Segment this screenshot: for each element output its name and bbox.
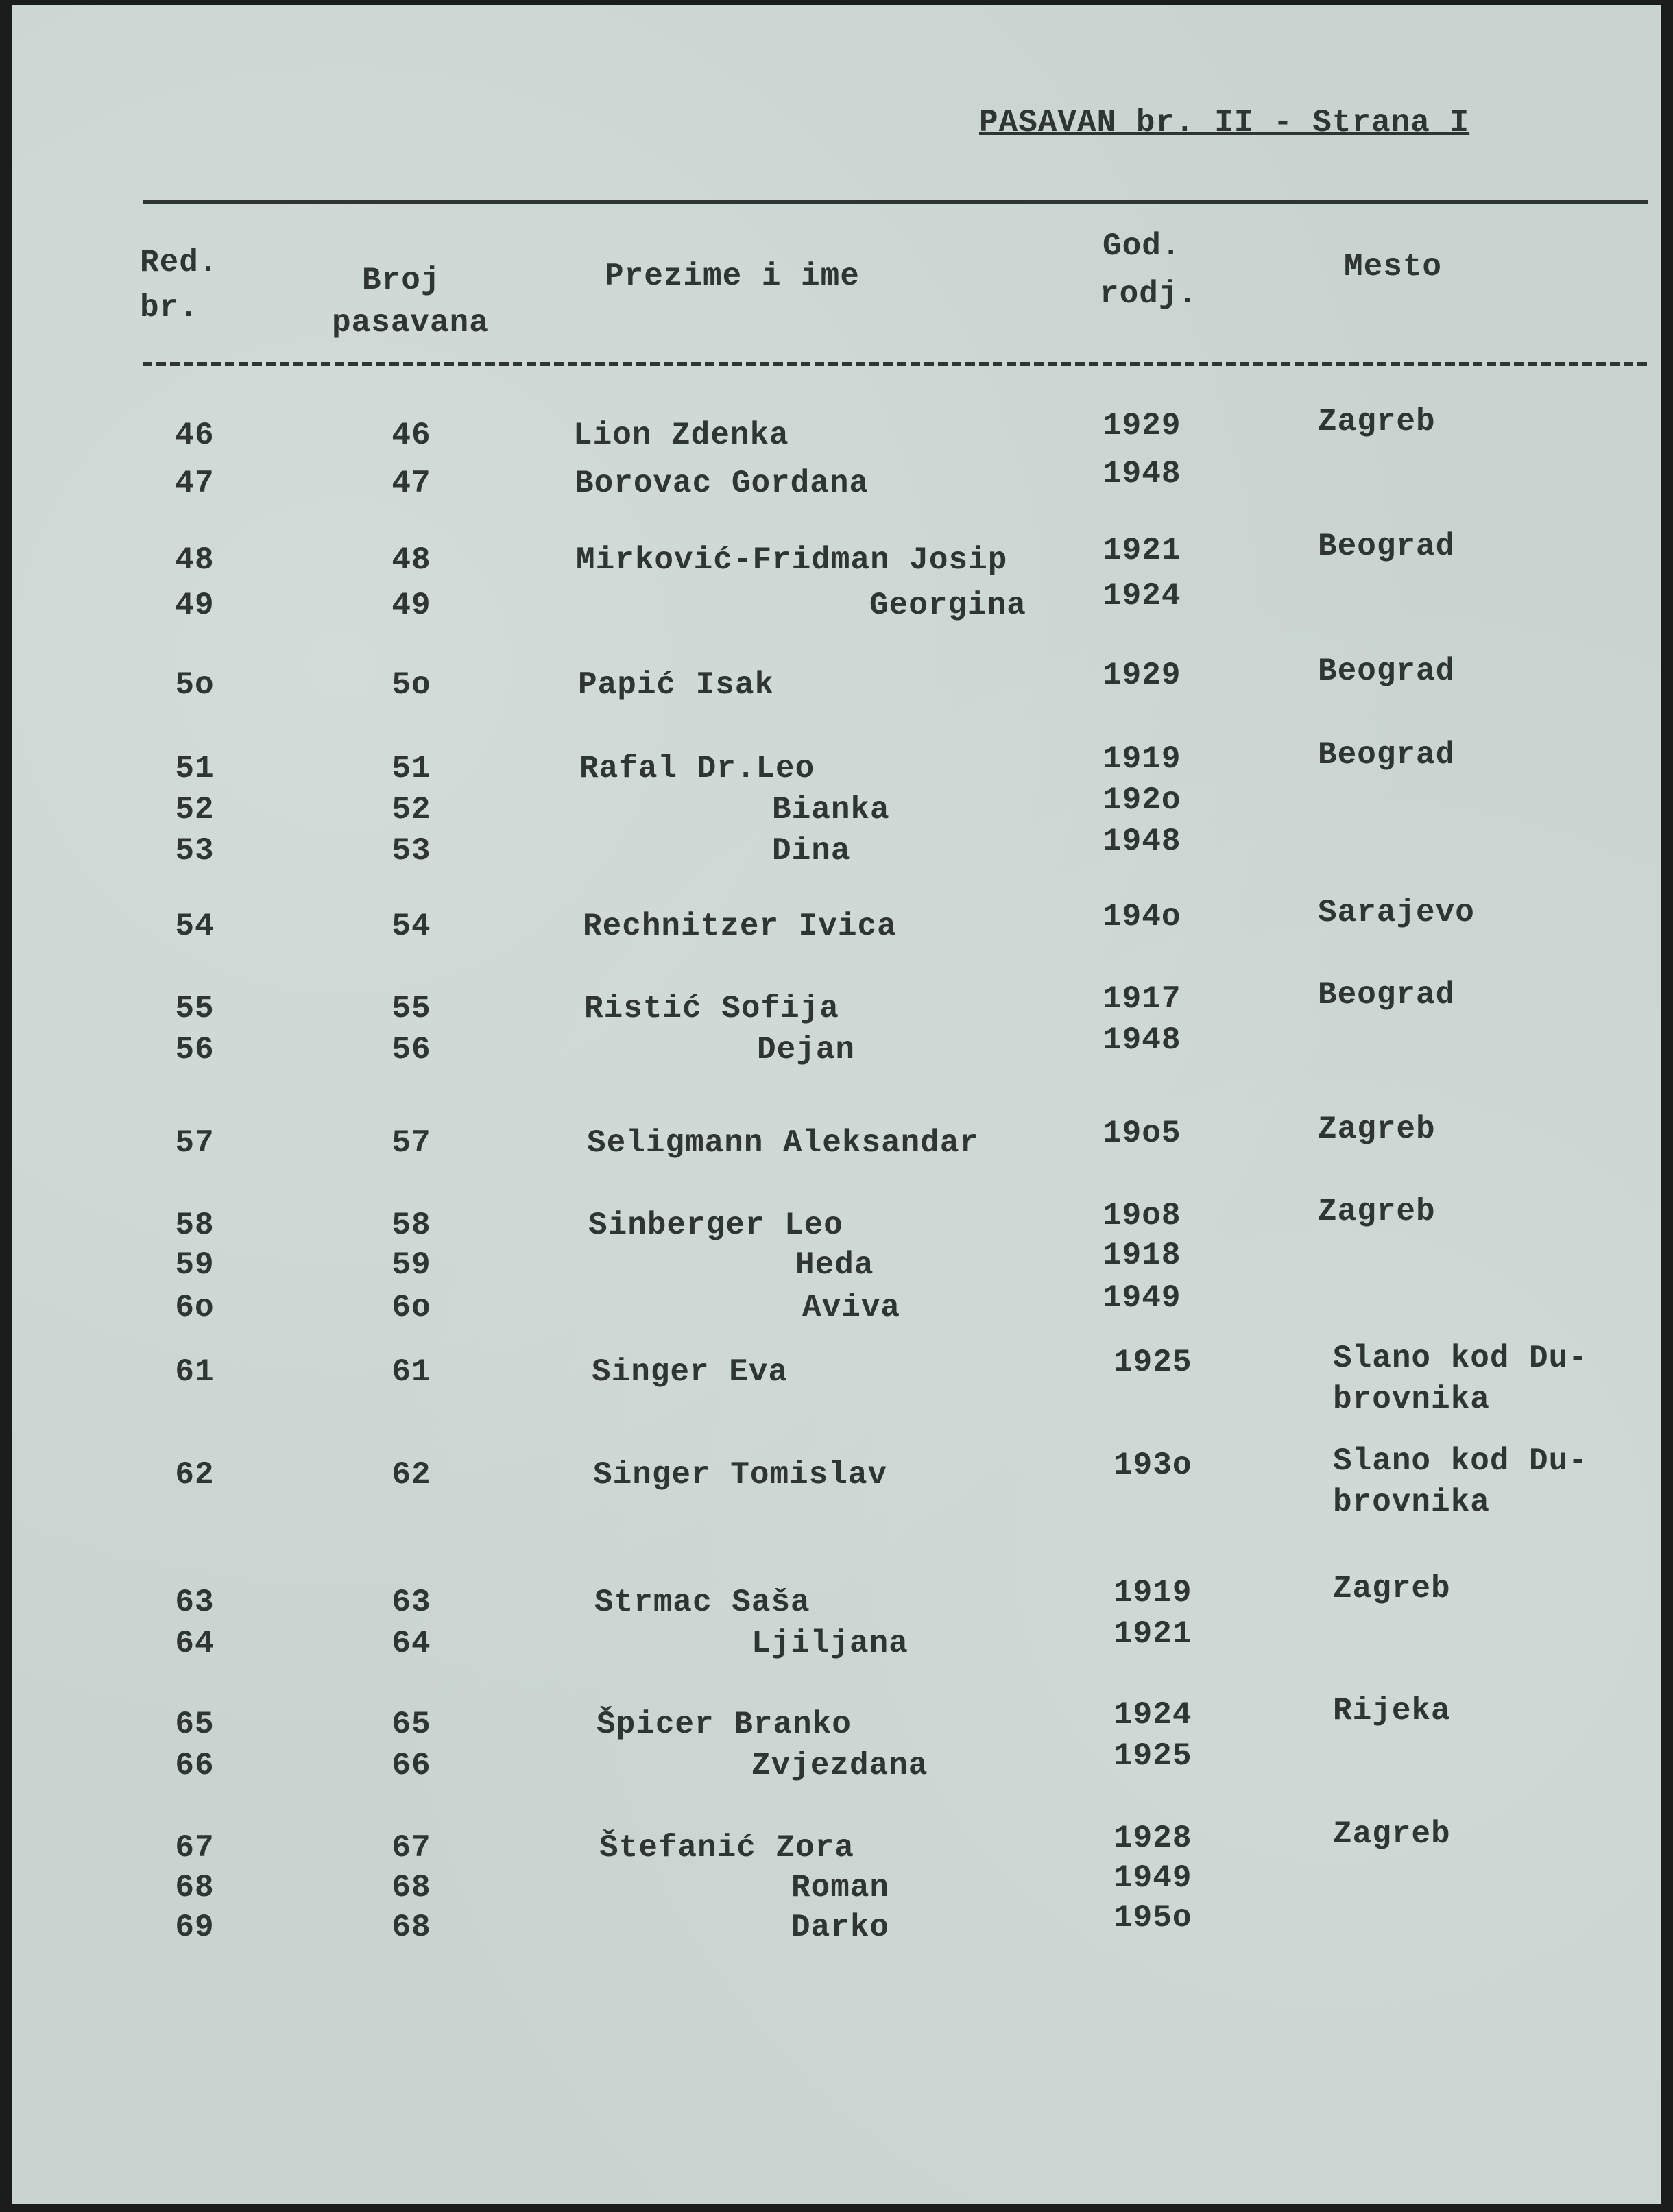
row-place-line2: brovnika	[1333, 1382, 1490, 1417]
row-place: Sarajevo	[1318, 895, 1475, 930]
row-birth-year: 1948	[1103, 824, 1181, 859]
row-name: Heda	[795, 1247, 874, 1283]
header-mesto: Mesto	[1344, 249, 1443, 285]
row-birth-year: 194o	[1103, 899, 1181, 935]
row-birth-year: 1919	[1103, 741, 1181, 777]
row-name: Sinberger Leo	[588, 1207, 843, 1243]
row-name: Seligmann Aleksandar	[587, 1125, 980, 1161]
row-name: Dina	[772, 833, 851, 869]
row-name: Dejan	[757, 1032, 856, 1068]
row-red-br: 66	[175, 1748, 215, 1783]
row-red-br: 48	[175, 542, 215, 578]
row-name: Bianka	[772, 792, 890, 828]
row-name: Mirković-Fridman Josip	[576, 542, 1008, 578]
header-red-br-line1: Red.	[140, 245, 219, 280]
row-red-br: 49	[175, 588, 215, 623]
row-birth-year: 192o	[1103, 782, 1181, 818]
row-birth-year: 1921	[1103, 533, 1181, 568]
header-top-rule	[143, 200, 1648, 204]
document-page	[12, 5, 1661, 2204]
row-name: Rafal Dr.Leo	[579, 751, 815, 786]
row-red-br: 68	[175, 1870, 215, 1906]
row-place: Zagreb	[1333, 1816, 1451, 1852]
row-name: Rechnitzer Ivica	[583, 909, 897, 944]
row-place: Beograd	[1318, 737, 1456, 773]
row-broj-pasavana: 63	[392, 1585, 431, 1620]
header-god-line2: rodj.	[1100, 276, 1199, 312]
row-birth-year: 1917	[1103, 981, 1181, 1017]
row-broj-pasavana: 62	[392, 1457, 431, 1493]
row-birth-year: 19o5	[1103, 1116, 1181, 1151]
row-broj-pasavana: 55	[392, 991, 431, 1026]
row-birth-year: 1949	[1114, 1860, 1192, 1896]
row-name: Ristić Sofija	[584, 991, 839, 1026]
row-red-br: 51	[175, 751, 215, 786]
header-broj-line1: Broj	[362, 263, 441, 298]
row-birth-year: 1924	[1114, 1697, 1192, 1733]
row-place: Beograd	[1318, 653, 1456, 689]
row-broj-pasavana: 54	[392, 909, 431, 944]
row-place: Zagreb	[1318, 1111, 1436, 1147]
row-name: Ljiljana	[751, 1626, 908, 1661]
row-red-br: 65	[175, 1707, 215, 1742]
row-red-br: 56	[175, 1032, 215, 1068]
row-birth-year: 1921	[1114, 1616, 1192, 1652]
row-red-br: 47	[175, 466, 215, 501]
row-birth-year: 1929	[1103, 658, 1181, 693]
header-broj-line2: pasavana	[332, 305, 489, 341]
row-name: Špicer Branko	[597, 1707, 852, 1742]
header-red-br-line2: br.	[140, 290, 199, 326]
header-prezime-i-ime: Prezime i ime	[605, 259, 860, 294]
row-broj-pasavana: 52	[392, 792, 431, 828]
row-name: Papić Isak	[578, 667, 775, 703]
row-broj-pasavana: 51	[392, 751, 431, 786]
row-broj-pasavana: 57	[392, 1125, 431, 1161]
row-broj-pasavana: 66	[392, 1748, 431, 1783]
row-red-br: 61	[175, 1354, 215, 1390]
row-place: Rijeka	[1333, 1693, 1451, 1729]
row-red-br: 5o	[175, 667, 215, 703]
row-birth-year: 193o	[1114, 1447, 1192, 1483]
header-bottom-rule	[143, 362, 1648, 366]
row-red-br: 63	[175, 1585, 215, 1620]
row-name: Borovac Gordana	[575, 466, 869, 501]
row-broj-pasavana: 6o	[392, 1290, 431, 1325]
row-broj-pasavana: 5o	[392, 667, 431, 703]
row-birth-year: 19o8	[1103, 1198, 1181, 1234]
row-place: Beograd	[1318, 977, 1456, 1013]
row-birth-year: 1928	[1114, 1820, 1192, 1856]
row-place: Zagreb	[1333, 1571, 1451, 1607]
row-birth-year: 1948	[1103, 456, 1181, 492]
row-red-br: 69	[175, 1910, 215, 1945]
row-broj-pasavana: 56	[392, 1032, 431, 1068]
row-name: Štefanić Zora	[599, 1830, 854, 1866]
row-broj-pasavana: 48	[392, 542, 431, 578]
row-red-br: 54	[175, 909, 215, 944]
row-broj-pasavana: 68	[392, 1870, 431, 1906]
row-red-br: 57	[175, 1125, 215, 1161]
row-name: Darko	[791, 1910, 890, 1945]
row-name: Lion Zdenka	[573, 418, 789, 453]
row-birth-year: 1929	[1103, 408, 1181, 444]
row-place: Zagreb	[1318, 404, 1436, 440]
row-broj-pasavana: 47	[392, 466, 431, 501]
row-birth-year: 195o	[1114, 1900, 1192, 1936]
row-birth-year: 1918	[1103, 1238, 1181, 1273]
row-broj-pasavana: 59	[392, 1247, 431, 1283]
row-broj-pasavana: 46	[392, 418, 431, 453]
row-name: Zvjezdana	[751, 1748, 928, 1783]
row-name: Singer Tomislav	[593, 1457, 888, 1493]
row-name: Strmac Saša	[594, 1585, 810, 1620]
row-broj-pasavana: 49	[392, 588, 431, 623]
row-place: Slano kod Du-	[1333, 1443, 1588, 1479]
row-name: Singer Eva	[592, 1354, 789, 1390]
row-red-br: 62	[175, 1457, 215, 1493]
row-broj-pasavana: 58	[392, 1207, 431, 1243]
row-red-br: 46	[175, 418, 215, 453]
row-red-br: 52	[175, 792, 215, 828]
row-birth-year: 1925	[1114, 1345, 1192, 1380]
row-birth-year: 1924	[1103, 578, 1181, 614]
row-broj-pasavana: 67	[392, 1830, 431, 1866]
row-place: Zagreb	[1318, 1194, 1436, 1229]
row-place-line2: brovnika	[1333, 1484, 1490, 1520]
row-broj-pasavana: 53	[392, 833, 431, 869]
row-name: Roman	[791, 1870, 890, 1906]
row-broj-pasavana: 61	[392, 1354, 431, 1390]
document-title: PASAVAN br. II - Strana I	[979, 105, 1470, 141]
row-red-br: 58	[175, 1207, 215, 1243]
row-place: Beograd	[1318, 529, 1456, 564]
header-god-line1: God.	[1103, 228, 1181, 264]
row-broj-pasavana: 64	[392, 1626, 431, 1661]
row-birth-year: 1948	[1103, 1022, 1181, 1058]
row-red-br: 53	[175, 833, 215, 869]
row-name: Aviva	[802, 1290, 901, 1325]
row-name: Georgina	[869, 588, 1026, 623]
row-birth-year: 1949	[1103, 1280, 1181, 1316]
row-red-br: 59	[175, 1247, 215, 1283]
row-broj-pasavana: 65	[392, 1707, 431, 1742]
row-place: Slano kod Du-	[1333, 1341, 1588, 1376]
row-red-br: 64	[175, 1626, 215, 1661]
row-birth-year: 1919	[1114, 1575, 1192, 1611]
row-birth-year: 1925	[1114, 1738, 1192, 1774]
row-red-br: 55	[175, 991, 215, 1026]
row-broj-pasavana: 68	[392, 1910, 431, 1945]
row-red-br: 67	[175, 1830, 215, 1866]
row-red-br: 6o	[175, 1290, 215, 1325]
